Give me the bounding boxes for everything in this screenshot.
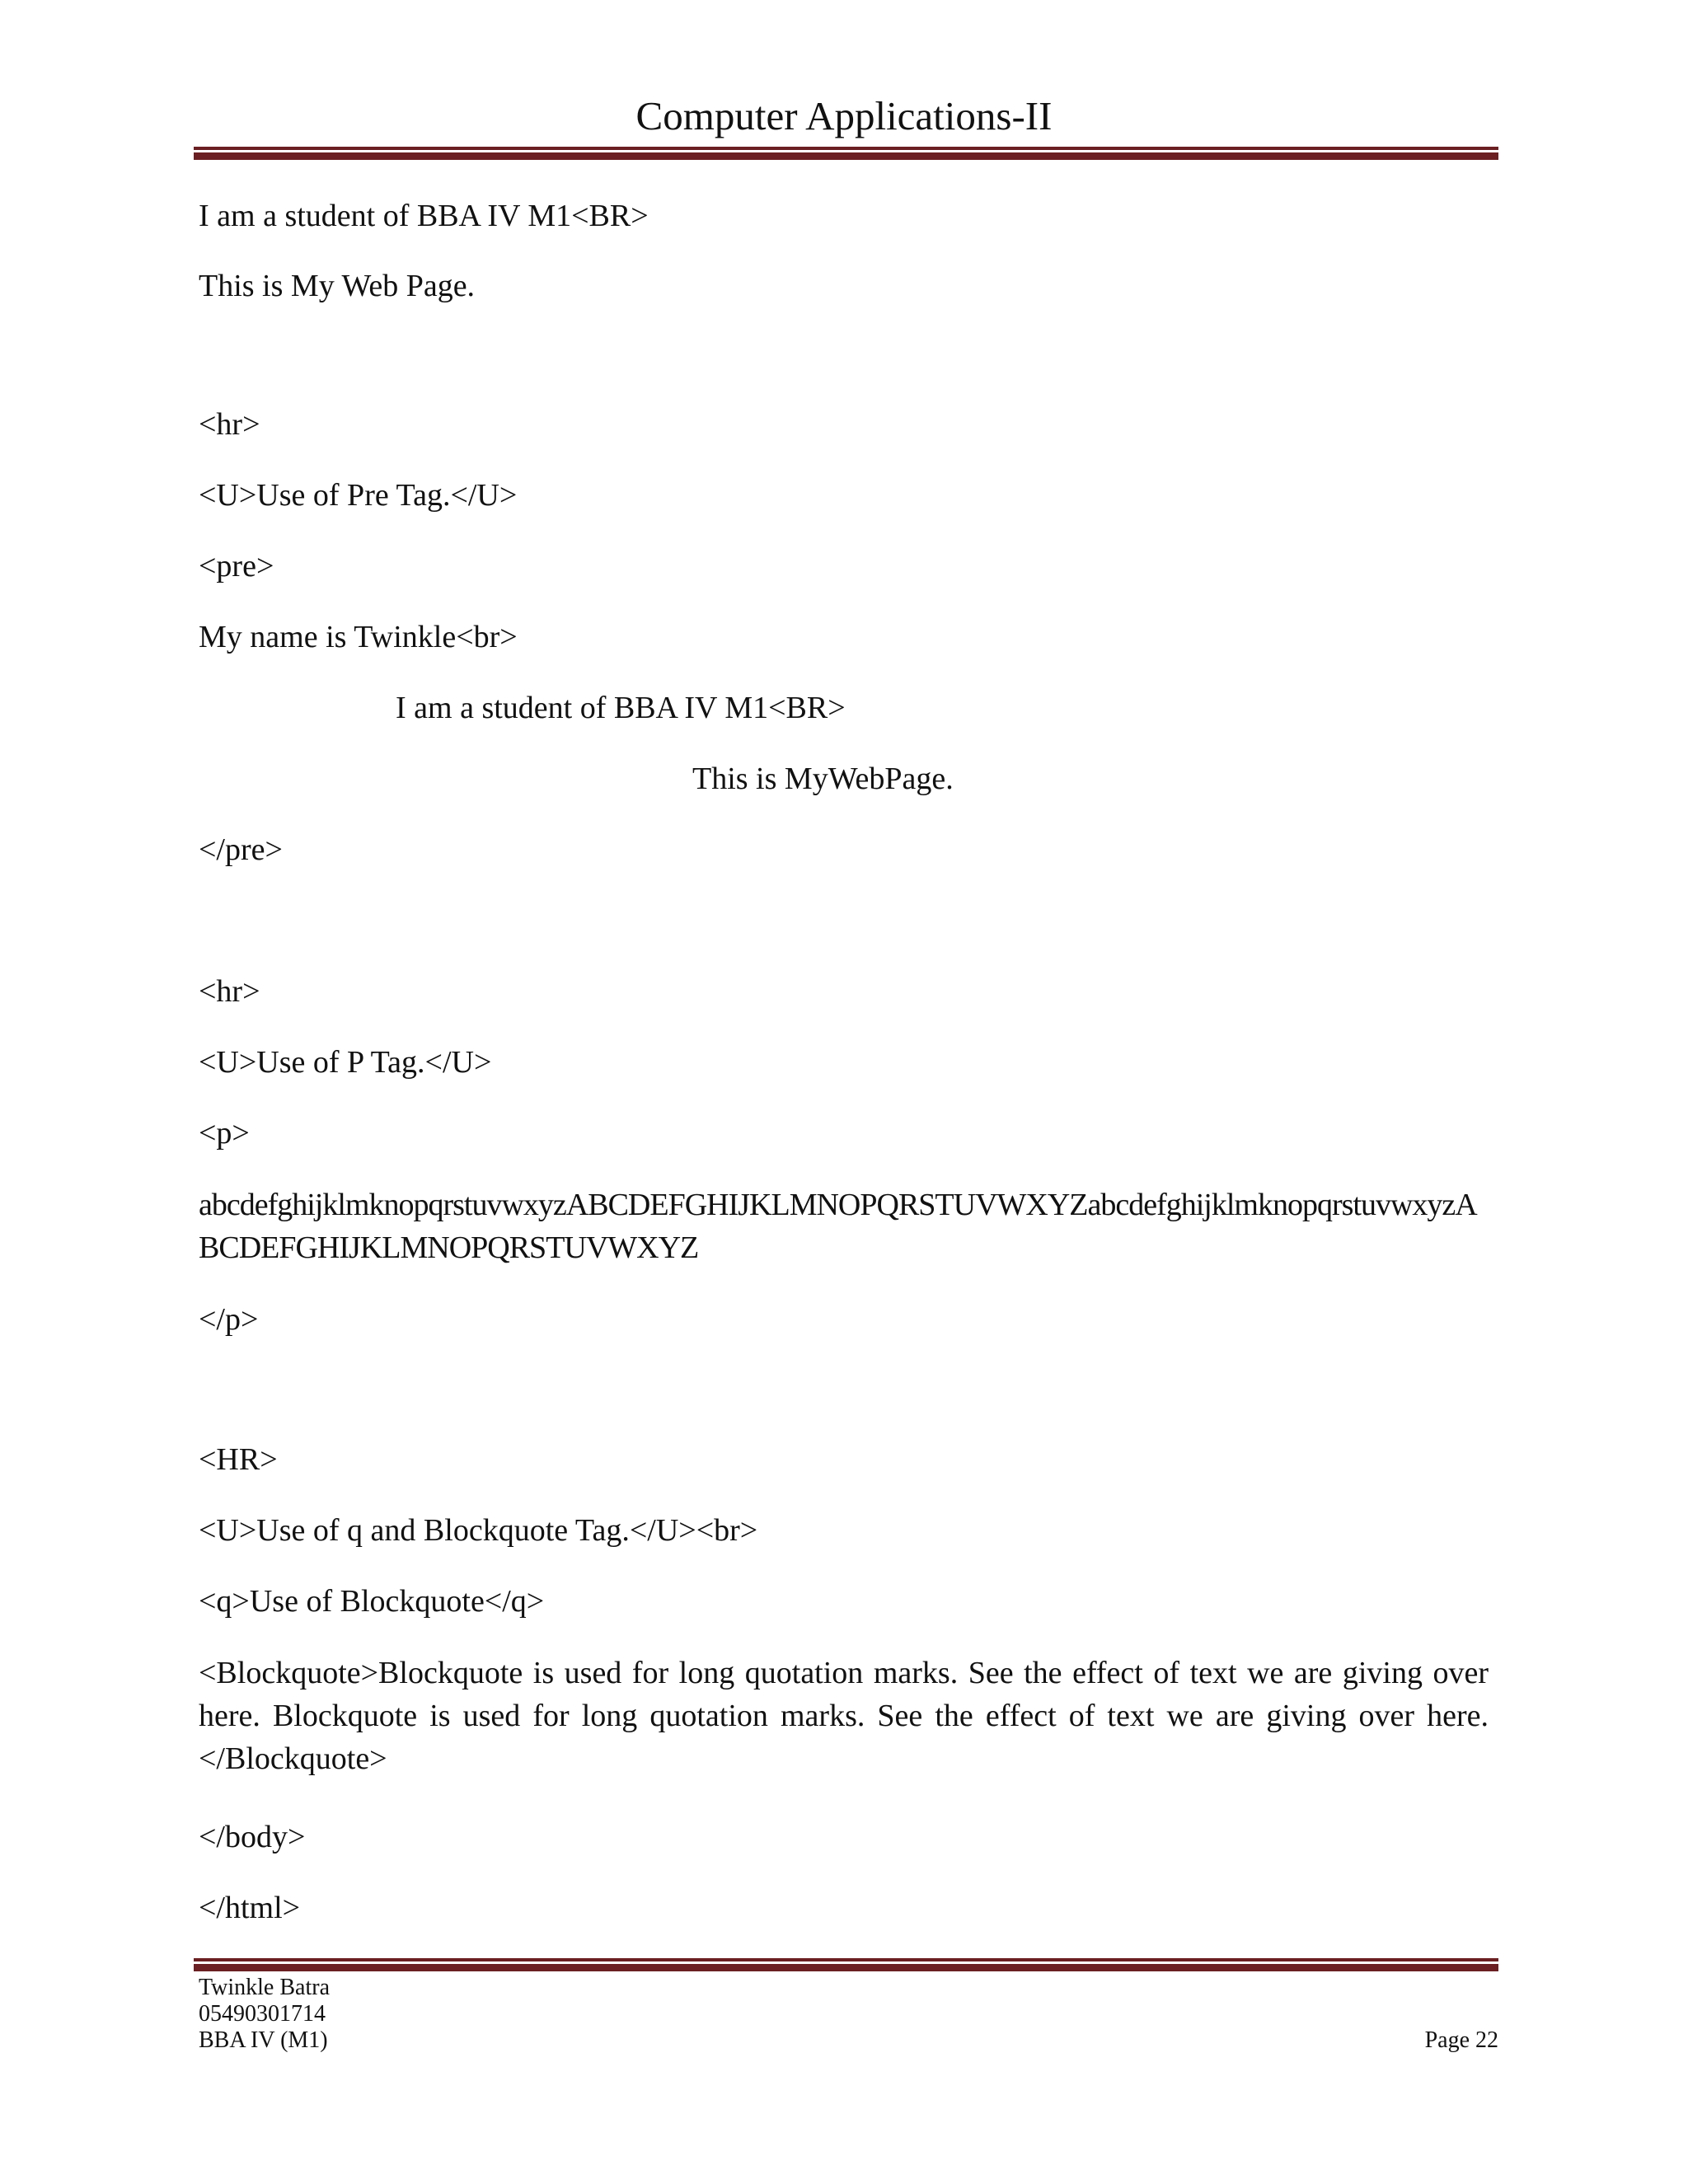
content-paragraph: abcdefghijklmknopqrstuvwxyzABCDEFGHIJKLMNOPQRSTUVWXYZabcdefghijklmknopqrstuvwxyzABCDEFGHIJKLMNOPQRSTUVWXYZ [199,1188,1477,1265]
content-line: </html> [199,1891,301,1925]
content-line: <pre> [199,549,274,583]
footer-class: BBA IV (M1) [199,2027,328,2053]
content-line: <U>Use of q and Blockquote Tag.</U><br> [199,1513,758,1548]
content-paragraph: <Blockquote>Blockquote is used for long quotation marks. See the effect of text we are giving over here. Blockquote is used for long quotation marks. See the effect of text we are giving over here.</Blockquote> [199,1656,1489,1776]
footer-roll-number: 05490301714 [199,2001,326,2027]
content-line: <HR> [199,1442,278,1477]
content-line: I am a student of BBA IV M1<BR> [396,691,846,725]
content-line: <q>Use of Blockquote</q> [199,1584,545,1619]
content-line: This is My Web Page. [199,269,476,303]
footer-author-name: Twinkle Batra [199,1975,330,2000]
header-rule [194,147,1498,160]
header-rule-thick [194,152,1498,160]
footer-rule-thick [194,1964,1498,1971]
footer-rule [194,1958,1498,1971]
content-line: My name is Twinkle<br> [199,620,518,654]
page-header-title: Computer Applications-II [635,93,1053,138]
footer-rule-thin [194,1958,1498,1961]
content-line: I am a student of BBA IV M1<BR> [199,199,649,233]
content-line: </pre> [199,832,283,867]
footer-page-number: Page 22 [1424,2027,1498,2053]
content-line: <hr> [199,407,260,442]
content-line: <U>Use of P Tag.</U> [199,1045,492,1080]
content-line: </body> [199,1820,306,1854]
content-line: <U>Use of Pre Tag.</U> [199,478,518,513]
footer-author-block [199,1975,330,2054]
content-line: <p> [199,1116,250,1151]
content-line: </p> [199,1302,259,1337]
content-line: This is MyWebPage. [692,762,954,796]
header-rule-thin [194,147,1498,150]
content-line: <hr> [199,974,260,1009]
